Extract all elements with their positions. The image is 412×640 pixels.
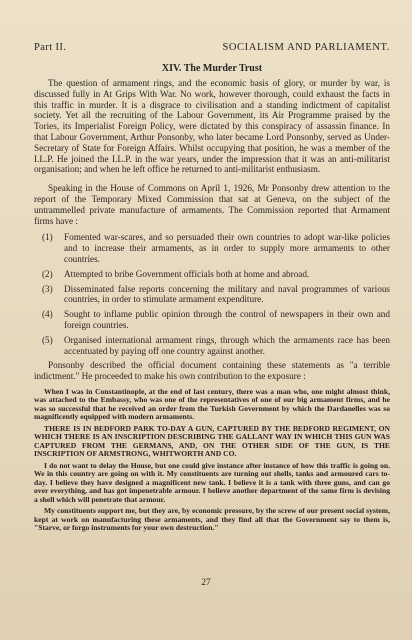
section-title: XIV. The Murder Trust <box>161 63 263 74</box>
paragraph-intro: The question of armament rings, and the economic basis of glory, or murder by war, is discussed fully in At Grips With War. No work, however thorough, could exhaust the facts in this traffic in murder. It is a disgrace to civilisation and a standing indictment of capitalist society. Yet all the recruiting of the Labour Government, its Air Programme praised by the Tories, its Imperialist Foreign Policy, were dictated by this conspiracy of assassin finance. In that Labour Government, Arthur Ponsonby, who later became Lord Ponsonby, served as Under-Secretary of State for Foreign Affairs. Whilst occupying that position, he was a member of the I.L.P. He joined the I.L.P. in the war years, under the impression that it was an anti-militarist organisation; and when he left office he returned to anti-militarist enthusiasm. <box>34 78 390 175</box>
quote-paragraph: THERE IS IN BEDFORD PARK TO-DAY A GUN, CAPTURED BY THE BEDFORD REGIMENT, ON WHICH THERE IS AN INSCRIPTION DESCRIBING THE GALLANT WAY IN WHICH THIS GUN WAS CAPTURED FROM THE GERMANS, AND, ON THE OTHER SIDE OF THE GUN, IS THE INSCRIPTION OF ARMSTRONG, WHITWORTH AND CO. <box>34 423 390 459</box>
list-item-number: (3) <box>42 283 53 294</box>
list-item <box>42 284 390 306</box>
block-quote <box>34 388 390 533</box>
list-item-number: (4) <box>42 309 53 320</box>
list-item-number: (1) <box>42 232 53 243</box>
list-item-text: Fomented war-scares, and so persuaded their own countries to adopt war-like policies and to increase their armaments, as in order to supply more armaments to other countries. <box>64 232 390 264</box>
list-item-text: Organised international armament rings, through which the armaments race has been accentuated by paying off one country against another. <box>64 334 390 356</box>
list-item-text: Attempted to bribe Government officials both at home and abroad. <box>64 268 310 279</box>
running-title: SOCIALISM AND PARLIAMENT. <box>222 42 390 53</box>
page-number: 27 <box>201 578 211 588</box>
findings-list <box>34 232 390 356</box>
list-item <box>42 269 390 280</box>
quote-paragraph: When I was in Constantinople, at the end of last century, there was a man who, one might almost think, was attached to the Embassy, who was one of the representatives of one of our big armament firms, and he was so successful that he received an order from the Turkish Government by which the Dardanelles was so magnificently equipped with modern armaments. <box>34 386 390 422</box>
running-header <box>34 42 390 53</box>
list-item <box>42 335 390 357</box>
paragraph-ponsonby: Ponsonby described the official document containing these statements as "a terrible indictment." He proceeded to make his own contribution to the exposure : <box>34 360 390 382</box>
quote-paragraph: My constituents support me, but they are, by economic pressure, by the screw of our present social system, kept at work on manufacturing these armaments, and they find all that the Government say to them is, "Starve, or forgo instruments for your own destruction." <box>34 506 390 533</box>
part-label: Part II. <box>34 42 67 53</box>
list-item-number: (2) <box>42 268 53 279</box>
list-item <box>42 232 390 264</box>
paragraph-commission: Speaking in the House of Commons on April 1, 1926, Mr Ponsonby drew attention to the report of the Temporary Mixed Commission that sat at Geneva, on the subject of the untrammelled private manufacture of armaments. The Commission reported that Armament firms have : <box>34 183 390 226</box>
quote-paragraph: I do not want to delay the House, but one could give instance after instance of how this traffic is going on. We in this country are going on with it. My constituents are turning out shells, tanks and armoured cars to-day. I believe they have designed a magnificent new tank. I believe it is a tank with three guns, and can go over everything, and has got impenetrable armour. I believe another department of the same firm is devising a shell which will penetrate that armour. <box>34 460 390 504</box>
list-item <box>42 309 390 331</box>
list-item-number: (5) <box>42 334 53 345</box>
list-item-text: Sought to inflame public opinion through the control of newspapers in their own and foreign countries. <box>64 309 390 330</box>
list-item-text: Disseminated false reports concerning the military and naval programmes of various countries, in order to stimulate armament expenditure. <box>64 283 390 305</box>
